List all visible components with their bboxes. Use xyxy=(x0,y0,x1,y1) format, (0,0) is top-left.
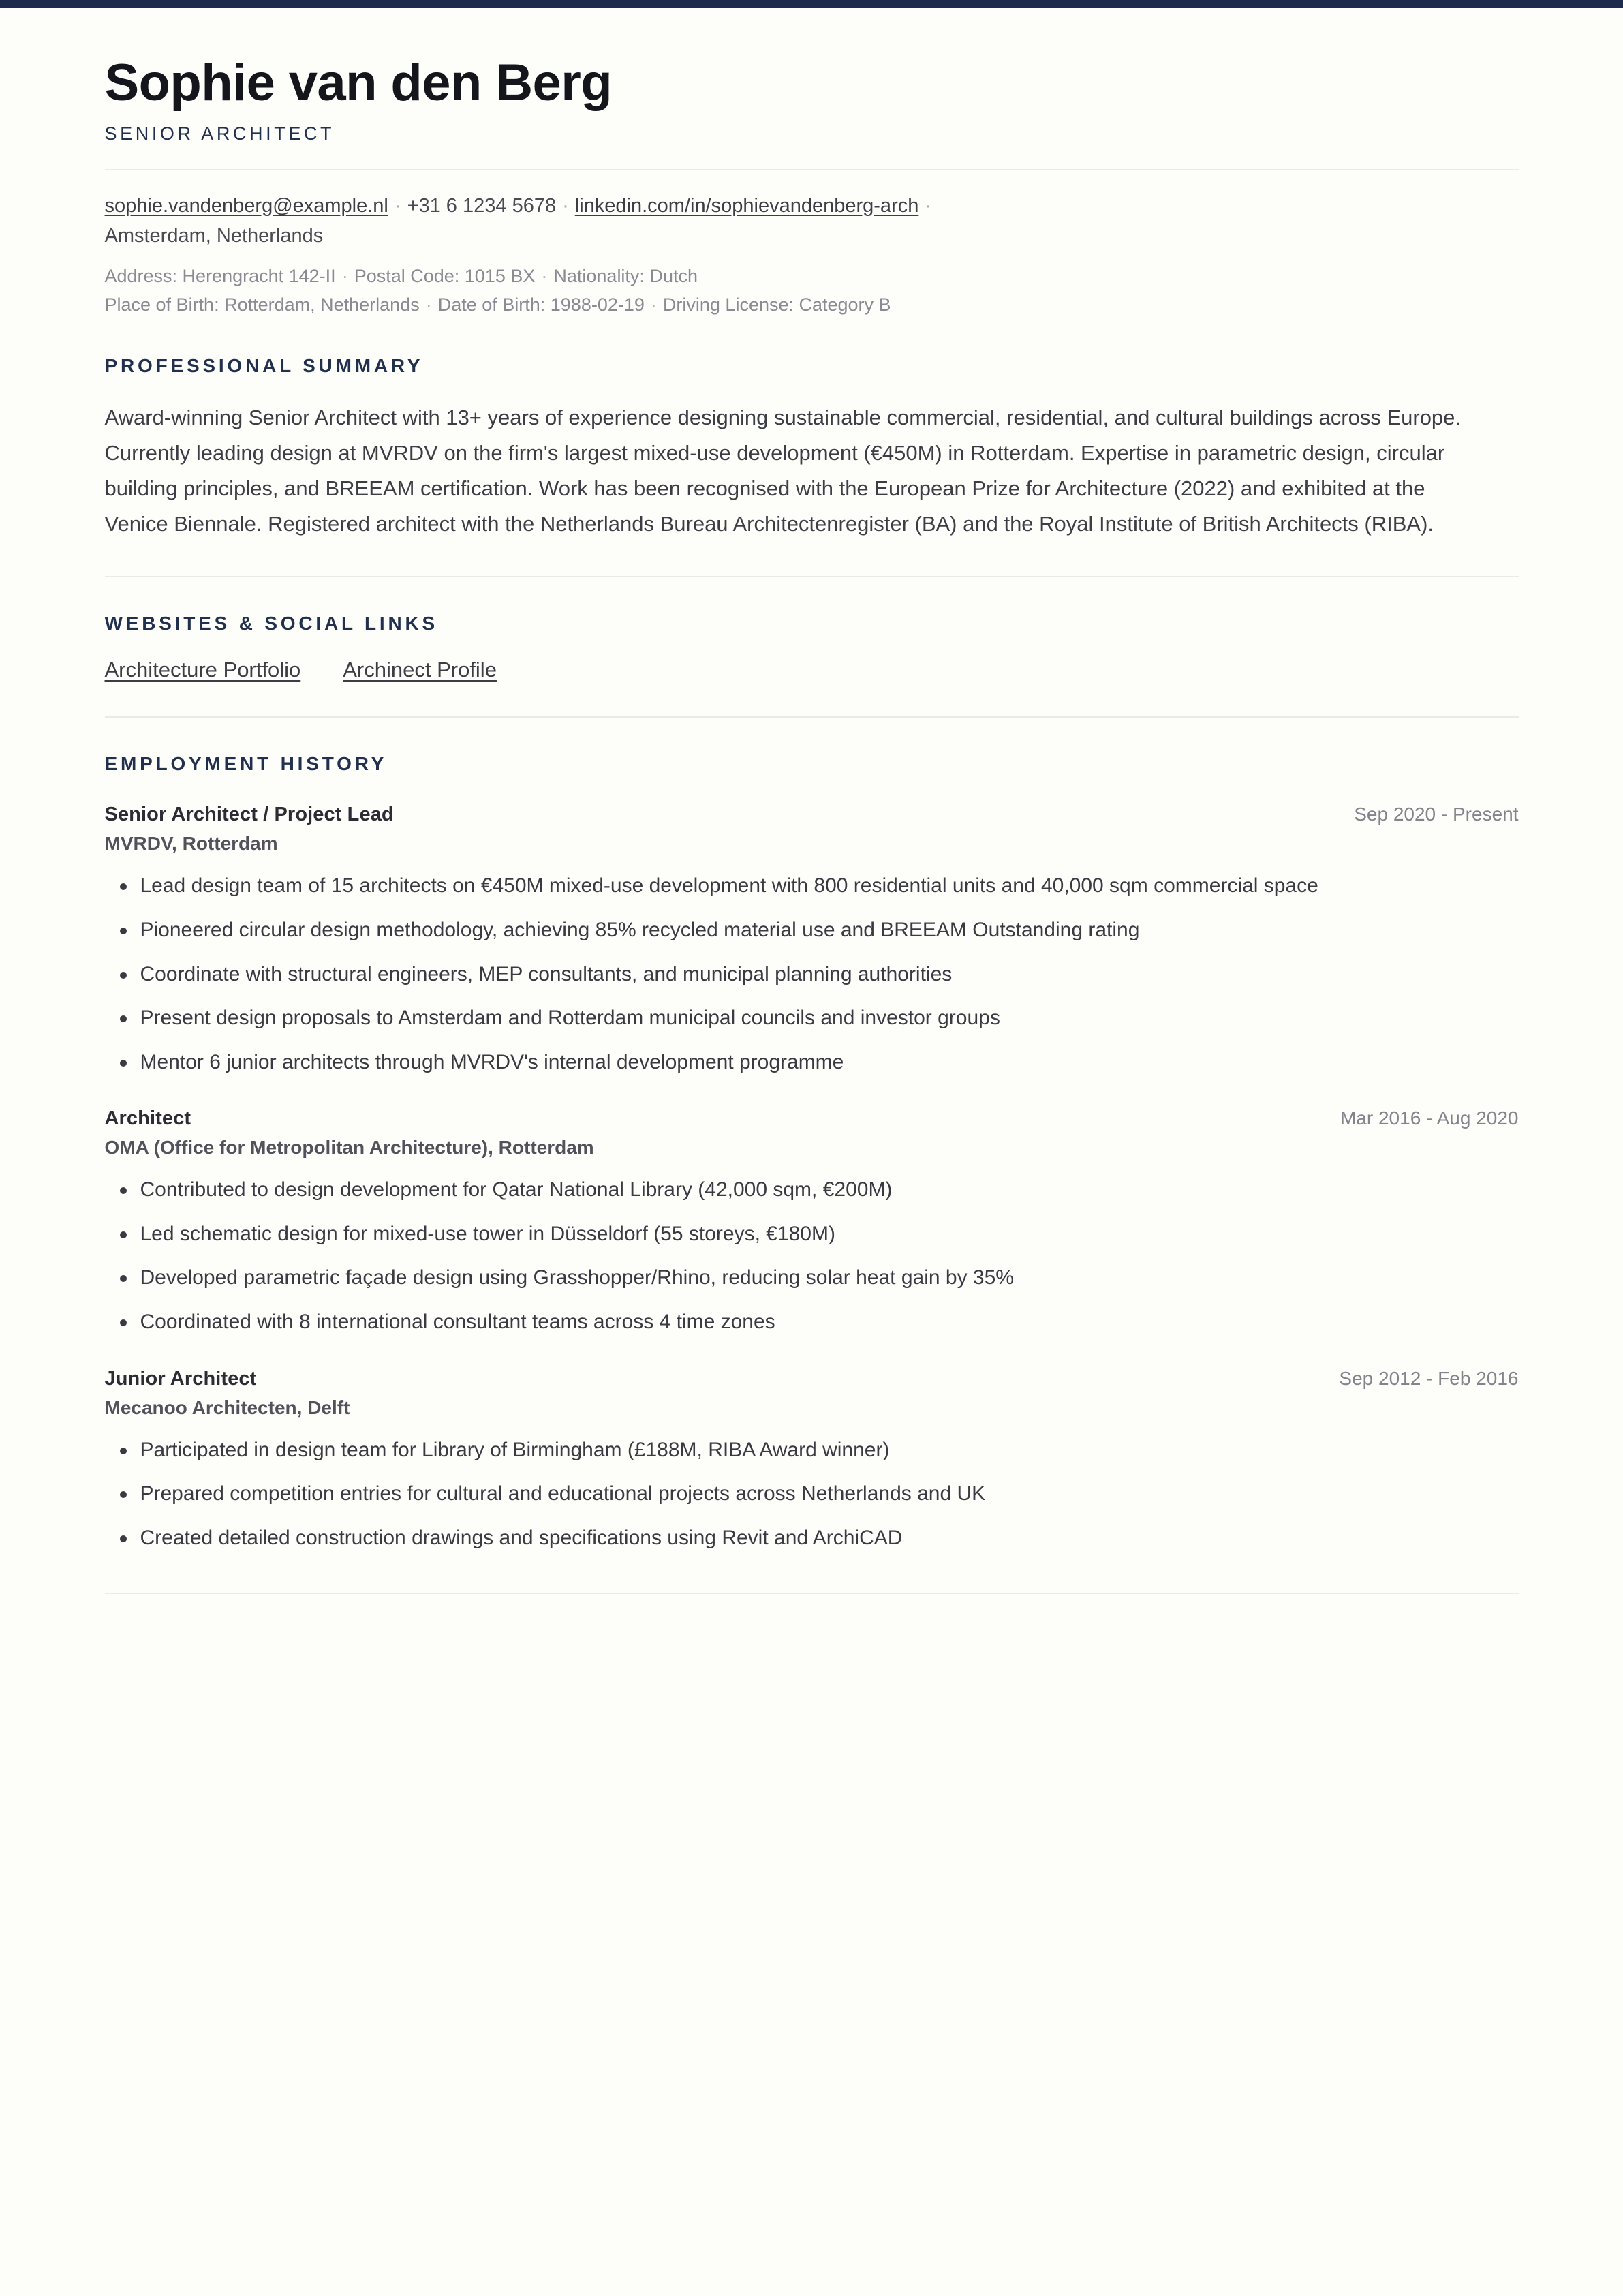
job-title: Junior Architect xyxy=(104,1367,257,1390)
job-bullet-list xyxy=(105,1174,1519,1338)
job-dates: Sep 2020 - Present xyxy=(1354,803,1519,825)
detail-nationality: Nationality: Dutch xyxy=(553,265,698,286)
list-item: Coordinate with structural engineers, MEP consultants, and municipal planning authorities xyxy=(140,958,1476,992)
list-item: Led schematic design for mixed-use tower in Düsseldorf (55 storeys, €180M) xyxy=(140,1218,1476,1251)
employment-entry-header xyxy=(105,1368,1519,1390)
personal-details-line-1 xyxy=(105,262,1519,291)
divider-after-websites xyxy=(105,716,1519,718)
detail-date-of-birth: Date of Birth: 1988-02-19 xyxy=(437,294,645,316)
job-dates: Mar 2016 - Aug 2020 xyxy=(1340,1107,1519,1129)
website-link-portfolio[interactable]: Architecture Portfolio xyxy=(104,658,301,682)
personal-details-line-2 xyxy=(105,290,1519,320)
list-item: Mentor 6 junior architects through MVRDV's internal development programme xyxy=(140,1046,1476,1080)
detail-separator: · xyxy=(541,265,548,286)
contact-block xyxy=(105,191,1519,251)
list-item: Created detailed construction drawings and specifications using Revit and ArchiCAD xyxy=(140,1522,1476,1555)
contact-location: Amsterdam, Netherlands xyxy=(104,224,324,247)
job-company: Mecanoo Architecten, Delft xyxy=(104,1396,350,1418)
personal-details-block xyxy=(105,262,1519,320)
website-link-archinect[interactable]: Archinect Profile xyxy=(343,658,497,682)
list-item: Pioneered circular design methodology, achieving 85% recycled material use and BREEAM Outstanding rating xyxy=(140,914,1476,947)
section-title-employment: EMPLOYMENT HISTORY xyxy=(104,753,388,775)
detail-driving-license: Driving License: Category B xyxy=(662,294,891,316)
contact-linkedin-link[interactable]: linkedin.com/in/sophievandenberg-arch xyxy=(574,194,919,217)
section-employment-history xyxy=(105,753,1519,1555)
detail-separator: · xyxy=(425,294,432,316)
top-accent-bar xyxy=(0,0,1623,8)
job-title: Architect xyxy=(104,1107,191,1130)
summary-paragraph: Award-winning Senior Architect with 13+ years of experience designing sustainable commercial, residential, and cultural buildings across Europe. Currently leading design at MVRDV on the firm's largest mixed-use development (€450M) in Rotterdam. Expertise in parametric design, circular building principles, and BREEAM certification. Work has been recognised with the European Prize for Architecture (2022) and exhibited at the Venice Biennale. Registered architect with the Netherlands Bureau Architectenregister (BA) and the Royal Institute of British Architects (RIBA). xyxy=(104,405,1462,536)
job-bullet-list xyxy=(105,1434,1519,1555)
detail-address: Address: Herengracht 142-II xyxy=(104,265,336,286)
job-company: MVRDV, Rotterdam xyxy=(104,833,278,855)
job-title: Senior Architect / Project Lead xyxy=(104,803,394,826)
resume-sheet xyxy=(105,8,1519,1594)
detail-separator: · xyxy=(650,294,657,316)
employment-entry xyxy=(105,1368,1519,1555)
candidate-name: Sophie van den Berg xyxy=(104,54,613,112)
section-title-websites: WEBSITES & SOCIAL LINKS xyxy=(104,613,438,634)
contact-email-link[interactable]: sophie.vandenberg@example.nl xyxy=(104,194,388,217)
detail-postal-code: Postal Code: 1015 BX xyxy=(354,265,536,286)
websites-links-row xyxy=(105,658,1519,682)
section-professional-summary xyxy=(105,355,1519,542)
contact-separator: · xyxy=(925,194,932,217)
divider-header xyxy=(105,169,1519,170)
list-item: Present design proposals to Amsterdam and Rotterdam municipal councils and investor groups xyxy=(140,1002,1476,1035)
contact-separator: · xyxy=(562,194,569,217)
list-item: Developed parametric façade design using Grasshopper/Rhino, reducing solar heat gain by 35% xyxy=(140,1261,1476,1295)
section-websites xyxy=(105,613,1519,682)
job-bullet-list xyxy=(105,870,1519,1079)
employment-entry-header xyxy=(105,803,1519,826)
employment-entry xyxy=(105,803,1519,1079)
divider-after-summary xyxy=(105,576,1519,577)
contact-separator: · xyxy=(394,194,401,217)
resume-header xyxy=(105,56,1519,144)
detail-separator: · xyxy=(341,265,348,286)
divider-after-employment xyxy=(105,1593,1519,1594)
resume-page xyxy=(0,8,1623,2296)
contact-phone: +31 6 1234 5678 xyxy=(407,194,557,217)
job-dates: Sep 2012 - Feb 2016 xyxy=(1339,1367,1519,1389)
employment-entry-header xyxy=(105,1107,1519,1130)
candidate-role: SENIOR ARCHITECT xyxy=(104,123,335,144)
job-company: OMA (Office for Metropolitan Architecture), Rotterdam xyxy=(104,1137,594,1159)
list-item: Lead design team of 15 architects on €450M mixed-use development with 800 residential units and 40,000 sqm commercial space xyxy=(140,870,1476,903)
employment-entry xyxy=(105,1107,1519,1338)
detail-place-of-birth: Place of Birth: Rotterdam, Netherlands xyxy=(104,294,420,316)
list-item: Participated in design team for Library of Birmingham (£188M, RIBA Award winner) xyxy=(140,1434,1476,1467)
section-title-summary: PROFESSIONAL SUMMARY xyxy=(104,355,424,377)
list-item: Contributed to design development for Qatar National Library (42,000 sqm, €200M) xyxy=(140,1174,1476,1207)
list-item: Coordinated with 8 international consultant teams across 4 time zones xyxy=(140,1306,1476,1339)
list-item: Prepared competition entries for cultural and educational projects across Netherlands and UK xyxy=(140,1478,1476,1511)
